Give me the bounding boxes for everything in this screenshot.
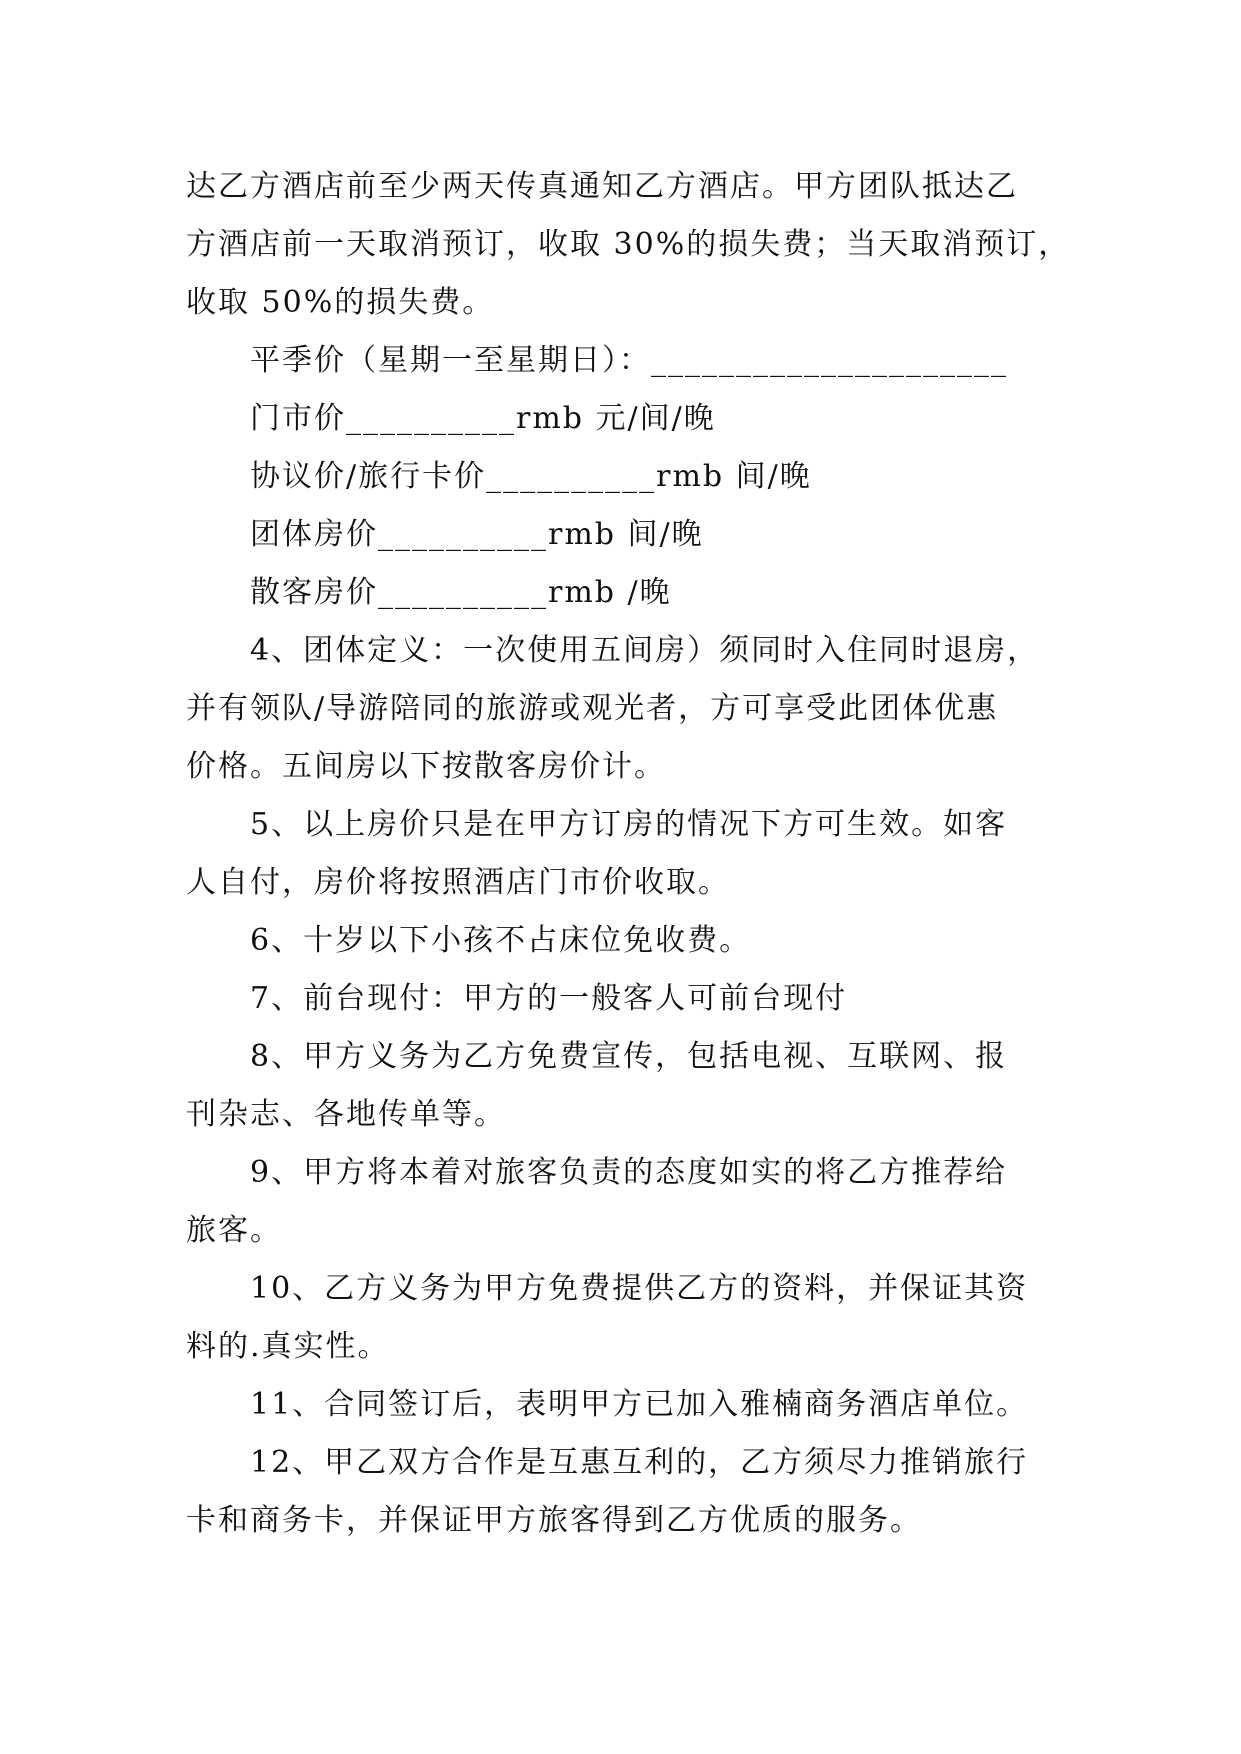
clause-8: 8、甲方义务为乙方免费宣传，包括电视、互联网、报 [250, 1039, 1008, 1074]
text-line: 刊杂志、各地传单等。 [186, 1097, 506, 1132]
clause-4: 4、团体定义：一次使用五间房）须同时入住同时退房， [250, 633, 1040, 668]
text-line: 并有领队/导游陪同的旅游或观光者，方可享受此团体优惠 [186, 691, 999, 726]
text-line: 达乙方酒店前至少两天传真通知乙方酒店。甲方团队抵达乙 [186, 169, 1018, 204]
clause-11: 11、合同签订后，表明甲方已加入雅楠商务酒店单位。 [250, 1387, 1029, 1422]
rate-line-group: 团体房价__________rmb 间/晚 [250, 517, 704, 552]
text-line: 方酒店前一天取消预订，收取 30%的损失费；当天取消预订， [186, 227, 1071, 262]
rate-line-agreement: 协议价/旅行卡价__________rmb 间/晚 [250, 459, 812, 494]
text-line: 收取 50%的损失费。 [186, 285, 495, 320]
clause-7: 7、前台现付：甲方的一般客人可前台现付 [250, 981, 848, 1016]
clause-9: 9、甲方将本着对旅客负责的态度如实的将乙方推荐给 [250, 1155, 1008, 1190]
text-line: 价格。五间房以下按散客房价计。 [186, 749, 666, 784]
rate-line-individual: 散客房价__________rmb /晚 [250, 575, 672, 610]
rate-line-season: 平季价（星期一至星期日）：_____________________ [250, 343, 1008, 378]
clause-5: 5、以上房价只是在甲方订房的情况下方可生效。如客 [250, 807, 1008, 842]
text-line: 旅客。 [186, 1213, 282, 1248]
document-body [186, 158, 1071, 1550]
text-line: 人自付，房价将按照酒店门市价收取。 [186, 865, 730, 900]
clause-12: 12、甲乙双方合作是互惠互利的，乙方须尽力推销旅行 [250, 1445, 1029, 1480]
clause-10: 10、乙方义务为甲方免费提供乙方的资料，并保证其资 [250, 1271, 1029, 1306]
text-line: 料的.真实性。 [186, 1329, 390, 1364]
clause-6: 6、十岁以下小孩不占床位免收费。 [250, 923, 752, 958]
rate-line-rack: 门市价__________rmb 元/间/晚 [250, 401, 716, 436]
text-line: 卡和商务卡，并保证甲方旅客得到乙方优质的服务。 [186, 1503, 922, 1538]
